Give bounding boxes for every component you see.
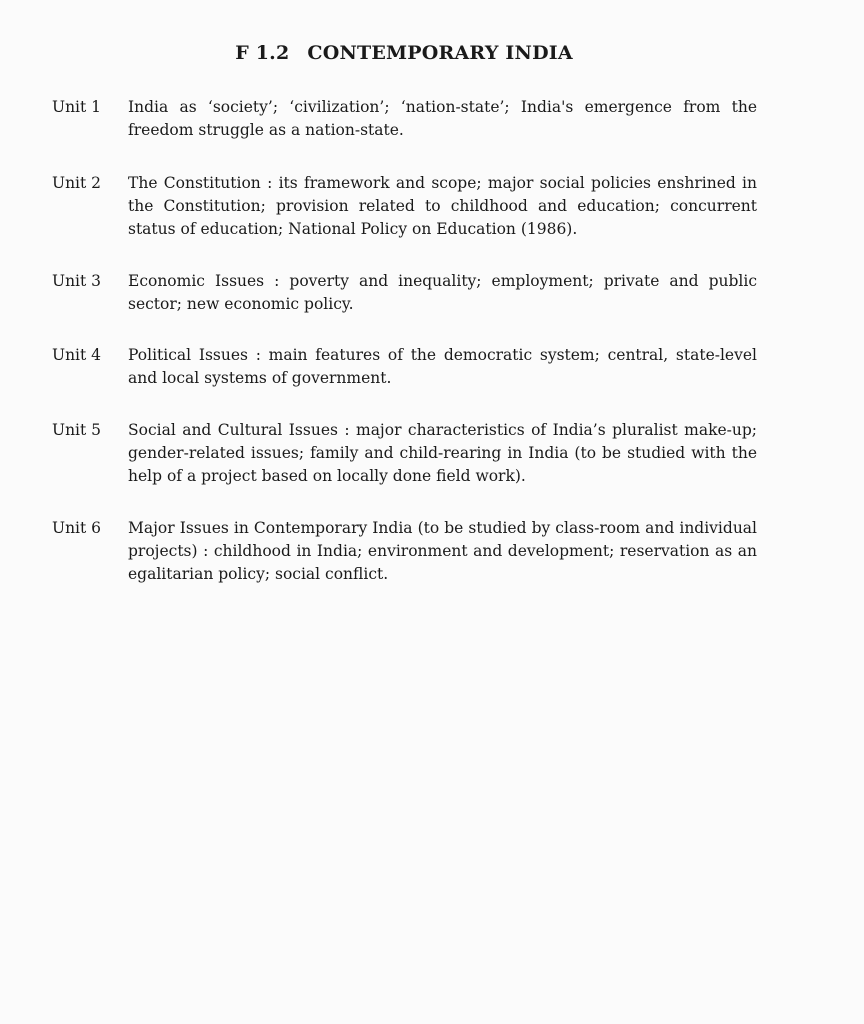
unit-description: Social and Cultural Issues : major characteristics of India’s pluralist make-up; gender-related issues; family and child-rearing in India (to be studied with the help of a project based on locally done field work).: [128, 421, 757, 485]
unit-item-6: [52, 517, 757, 586]
unit-label: Unit 4: [52, 346, 102, 364]
unit-label: Unit 5: [52, 421, 102, 439]
unit-item-1: [52, 96, 757, 142]
unit-item-3: [52, 270, 757, 316]
unit-label: Unit 3: [52, 272, 102, 290]
unit-item-4: [52, 344, 757, 390]
unit-label: Unit 1: [52, 98, 102, 116]
course-code: F 1.2: [235, 42, 290, 64]
course-title: CONTEMPORARY INDIA: [307, 42, 573, 64]
unit-item-5: [52, 419, 757, 488]
unit-label: Unit 2: [52, 174, 102, 192]
unit-description: India as ‘society’; ‘civilization’; ‘nation-state’; India's emergence from the freedom struggle as a nation-state.: [128, 98, 757, 139]
unit-description: The Constitution : its framework and scope; major social policies enshrined in the Constitution; provision related to childhood and education; concurrent status of education; National Policy on Education (1986).: [128, 174, 757, 238]
unit-label: Unit 6: [52, 519, 102, 537]
unit-description: Economic Issues : poverty and inequality; employment; private and public sector; new economic policy.: [128, 272, 757, 313]
unit-description: Major Issues in Contemporary India (to be studied by class-room and individual projects) : childhood in India; environment and development; reservation as an egalitarian policy; social conflict.: [128, 519, 757, 583]
unit-description: Political Issues : main features of the democratic system; central, state-level and local systems of government.: [128, 346, 757, 387]
unit-item-2: [52, 172, 757, 241]
page-title: [0, 42, 808, 64]
